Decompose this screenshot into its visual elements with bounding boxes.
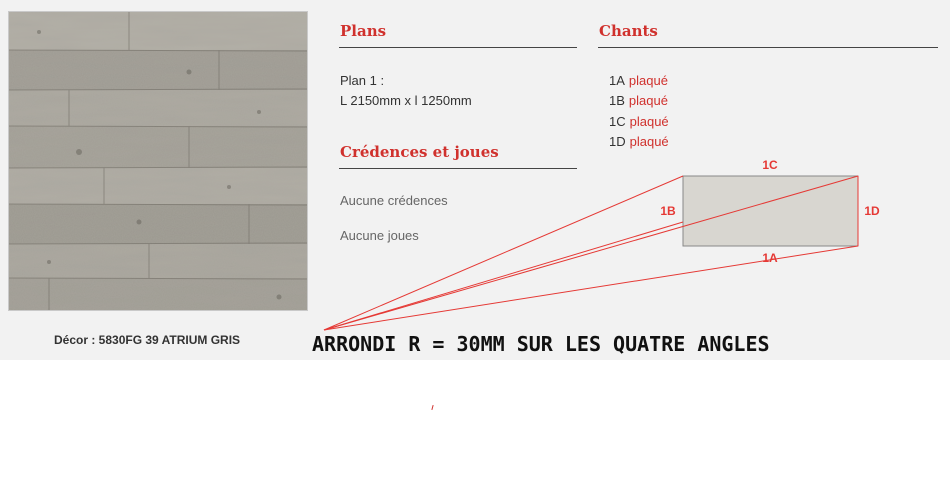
chant-value: plaqué xyxy=(629,134,669,149)
edge-label-left: 1B xyxy=(660,204,676,218)
chants-heading: Chants xyxy=(599,22,658,40)
joues-value: Aucune joues xyxy=(340,228,419,243)
edge-label-right: 1D xyxy=(864,204,880,218)
chant-code: 1A xyxy=(609,73,625,88)
edge-label-bottom: 1A xyxy=(762,251,778,265)
credences-heading: Crédences et joues xyxy=(340,143,499,161)
credences-value: Aucune crédences xyxy=(340,193,448,208)
chant-value: plaqué xyxy=(628,93,668,108)
edge-label-top: 1C xyxy=(762,158,778,172)
chant-value: plaqué xyxy=(628,73,668,88)
plan-item-label: Plan 1 : xyxy=(340,73,385,88)
plan-item-dimensions: L 2150mm x l 1250mm xyxy=(340,93,472,108)
chant-code: 1D xyxy=(609,134,626,149)
panel-rectangle xyxy=(683,176,858,246)
leader-lines xyxy=(324,176,858,330)
chant-code: 1B xyxy=(609,93,625,108)
plans-heading: Plans xyxy=(340,22,387,40)
chant-code: 1C xyxy=(609,114,626,129)
rounding-annotation: ARRONDI R = 30MM SUR LES QUATRE ANGLES xyxy=(312,332,770,356)
decor-reference: Décor : 5830FG 39 ATRIUM GRIS xyxy=(54,333,241,347)
chant-value: plaqué xyxy=(629,114,669,129)
